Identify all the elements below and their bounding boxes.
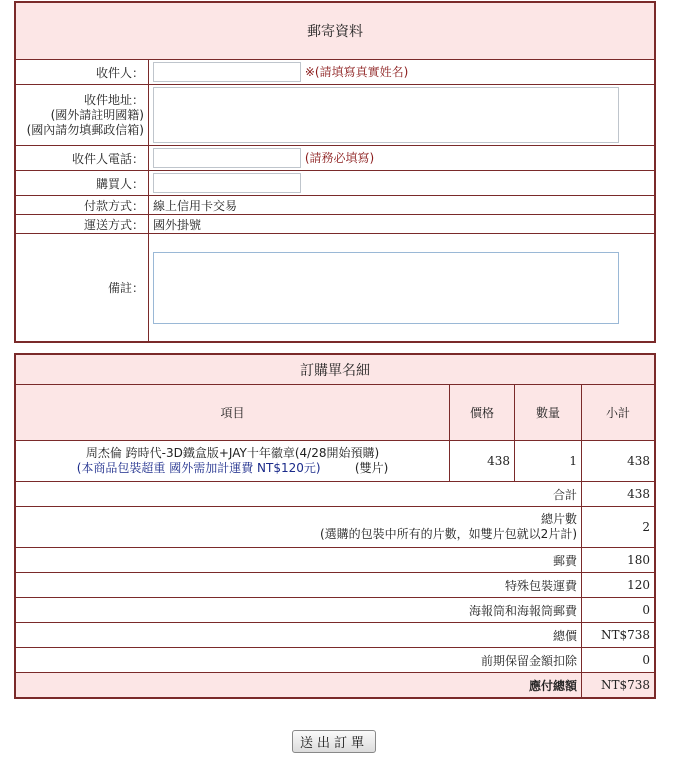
order-item-qty: 1 bbox=[515, 441, 581, 481]
shipping-value: 國外掛號 bbox=[149, 215, 654, 233]
discs-value: 2 bbox=[582, 507, 654, 547]
remarks-label: 備註： bbox=[16, 234, 148, 341]
payment-value: 線上信用卡交易 bbox=[149, 196, 654, 214]
total-label: 合計 bbox=[16, 482, 581, 506]
order-item-subtotal: 438 bbox=[582, 441, 654, 481]
total-value: 438 bbox=[582, 482, 654, 506]
order-item-cell bbox=[16, 441, 449, 481]
amount-payable-value: NT$738 bbox=[582, 673, 654, 697]
deposit-deduction-label: 前期保留金額扣除 bbox=[16, 648, 581, 672]
order-item-price: 438 bbox=[450, 441, 514, 481]
order-item-note: (本商品包裝超重 國外需加計運費 NT$120元) bbox=[76, 461, 321, 475]
buyer-input[interactable] bbox=[153, 173, 301, 193]
grand-total-label: 總價 bbox=[16, 623, 581, 647]
address-hint-domestic: (國內請勿填郵政信箱) bbox=[26, 122, 144, 137]
special-packaging-label: 特殊包裝運費 bbox=[16, 573, 581, 597]
address-label: 收件地址： bbox=[83, 92, 144, 107]
amount-payable-label: 應付總額 bbox=[16, 673, 581, 697]
buyer-label: 購買人： bbox=[16, 171, 148, 195]
submit-order-button[interactable]: 送出訂單 bbox=[292, 730, 376, 753]
recipient-input[interactable] bbox=[153, 62, 301, 82]
col-item-header: 項目 bbox=[16, 385, 449, 440]
order-details-panel bbox=[14, 353, 656, 699]
phone-note: (請務必填寫) bbox=[304, 151, 375, 165]
grand-total-value: NT$738 bbox=[582, 623, 654, 647]
mailing-info-panel bbox=[14, 1, 656, 343]
col-subtotal-header: 小計 bbox=[582, 385, 654, 440]
postage-label: 郵費 bbox=[16, 548, 581, 572]
shipping-label: 運送方式： bbox=[16, 215, 148, 233]
recipient-note: ※(請填寫真實姓名) bbox=[304, 65, 409, 79]
order-item-name: 周杰倫 跨時代-3D鐵盒版+JAY十年徽章(4/28開始預購) bbox=[85, 446, 380, 460]
deposit-deduction-value: 0 bbox=[582, 648, 654, 672]
poster-tube-label: 海報筒和海報筒郵費 bbox=[16, 598, 581, 622]
order-item-type: (雙片) bbox=[354, 461, 389, 475]
mailing-info-title: 郵寄資料 bbox=[16, 3, 654, 59]
order-details-title: 訂購單名細 bbox=[16, 355, 654, 384]
payment-label: 付款方式： bbox=[16, 196, 148, 214]
remarks-textarea[interactable] bbox=[153, 252, 619, 324]
phone-input[interactable] bbox=[153, 148, 301, 168]
special-packaging-value: 120 bbox=[582, 573, 654, 597]
poster-tube-value: 0 bbox=[582, 598, 654, 622]
col-qty-header: 數量 bbox=[515, 385, 581, 440]
recipient-label: 收件人： bbox=[16, 60, 148, 84]
discs-note: (選購的包裝中所有的片數，如雙片包就以2片計) bbox=[320, 527, 577, 541]
col-price-header: 價格 bbox=[450, 385, 514, 440]
postage-value: 180 bbox=[582, 548, 654, 572]
discs-label: 總片數 bbox=[540, 512, 577, 526]
phone-label: 收件人電話： bbox=[16, 146, 148, 170]
address-hint-foreign: (國外請註明國籍) bbox=[50, 107, 144, 122]
table-row bbox=[16, 441, 654, 481]
address-textarea[interactable] bbox=[153, 87, 619, 143]
